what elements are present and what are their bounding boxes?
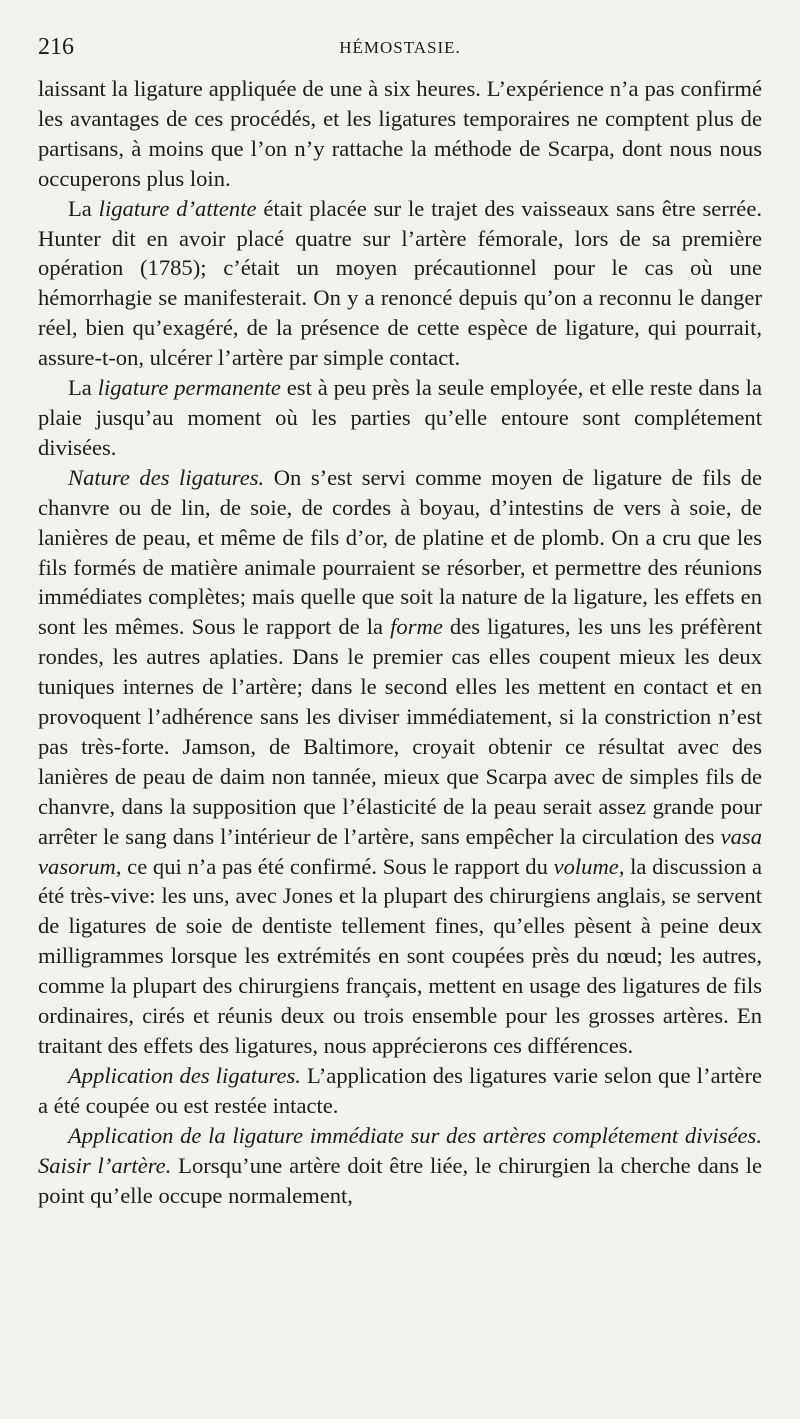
page-header <box>38 34 762 74</box>
italic-text: ligature d’attente <box>98 195 257 221</box>
text-run: , la discussion a été très-vive: les uns, avec Jones et la plupart des chirurgiens anglais, se servent de ligatures de soie de dentiste tellement fines, qu’elles pèsent à peine deux milligrammes lorsque les extrémités en sont coupées près du nœud; les autres, comme la plupart des chirurgiens français, mettent en usage des ligatures de fils ordinaires, cirés et réunis deux ou trois ensemble pour les grosses artères. En traitant des effets des ligatures, nous apprécierons ces différences. <box>38 853 763 1058</box>
italic-text: Application des ligatures. <box>68 1062 301 1088</box>
paragraph <box>38 373 762 463</box>
text-run: , ce qui n’a pas été confirmé. Sous le rapport du <box>115 853 554 879</box>
page-number: 216 <box>38 34 74 60</box>
text-run: laissant la ligature appliquée de une à six heures. L’expérience n’a pas confirmé les avantages de ces procédés, et les ligatures temporaires ne comptent plus de partisans, à moins que l’on n’y rattache la méthode de Scarpa, dont nous nous occuperons plus loin. <box>38 76 762 191</box>
text-run: On s’est servi comme moyen de ligature de fils de chanvre ou de lin, de soie, de cordes à boyau, d’intestins de vers à soie, de lanières de peau, et même de fils d’or, de platine et de plomb. On a cru que les fils formés de matière animale pourraient se résorber, et permettre des réunions immédiates complètes; mais quelle que soit la nature de la ligature, les effets en sont les mêmes. Sous le rapport de la <box>38 464 763 640</box>
text-run: est à peu près la seule employée, et elle reste dans la plaie jusqu’au moment où les parties qu’elle entoure sont complétement divisées. <box>38 375 762 460</box>
text-run: L’application des ligatures varie selon que l’artère a été coupée ou est restée intacte. <box>38 1062 763 1118</box>
text-run: Lorsqu’une artère doit être liée, le chirurgien la cherche dans le point qu’elle occupe normalement, <box>38 1152 762 1208</box>
italic-text: volume <box>553 853 619 879</box>
running-title: HÉMOSTASIE. <box>339 38 461 57</box>
text-run: des ligatures, les uns les préfèrent rondes, les autres aplaties. Dans le premier cas elles coupent mieux les deux tuniques internes de l’artère; dans le second elles les mettent en contact et en provoquent l’adhérence sans les diviser immédiatement, si la constriction n’est pas très-forte. Jamson, de Baltimore, croyait obtenir ce résultat avec des lanières de peau de daim non tannée, mieux que Scarpa avec de simples fils de chanvre, dans la supposition que l’élasticité de la peau serait assez grande pour arrêter le sang dans l’intérieur de l’artère, sans empêcher la circulation des <box>38 614 762 849</box>
text-run: était placée sur le trajet des vaisseaux sans être serrée. Hunter dit en avoir placé quatre sur l’artère fémorale, lors de sa première opération (1785); c’était un moyen précautionnel pour le cas où une hémorrhagie se manifesterait. On y a renoncé depuis qu’on a reconnu le danger réel, bien qu’exagéré, de la présence de cette espèce de ligature, qui pourrait, assure-t-on, ulcérer l’artère par simple contact. <box>38 195 763 371</box>
italic-text: vasa vasorum <box>38 823 762 879</box>
italic-text: Nature des ligatures. <box>68 464 265 490</box>
italic-text: Application de la ligature immédiate sur des artères complétement divisées. Saisir l’artère. <box>38 1122 762 1178</box>
body-text <box>38 74 762 1210</box>
text-run: La <box>68 375 98 401</box>
italic-text: ligature permanente <box>97 375 281 401</box>
paragraph <box>38 1061 762 1121</box>
paragraph <box>38 74 762 194</box>
text-run: La <box>68 195 99 221</box>
italic-text: forme <box>390 614 443 640</box>
paragraph <box>38 1121 762 1211</box>
paragraph <box>38 463 762 1061</box>
paragraph <box>38 194 762 373</box>
